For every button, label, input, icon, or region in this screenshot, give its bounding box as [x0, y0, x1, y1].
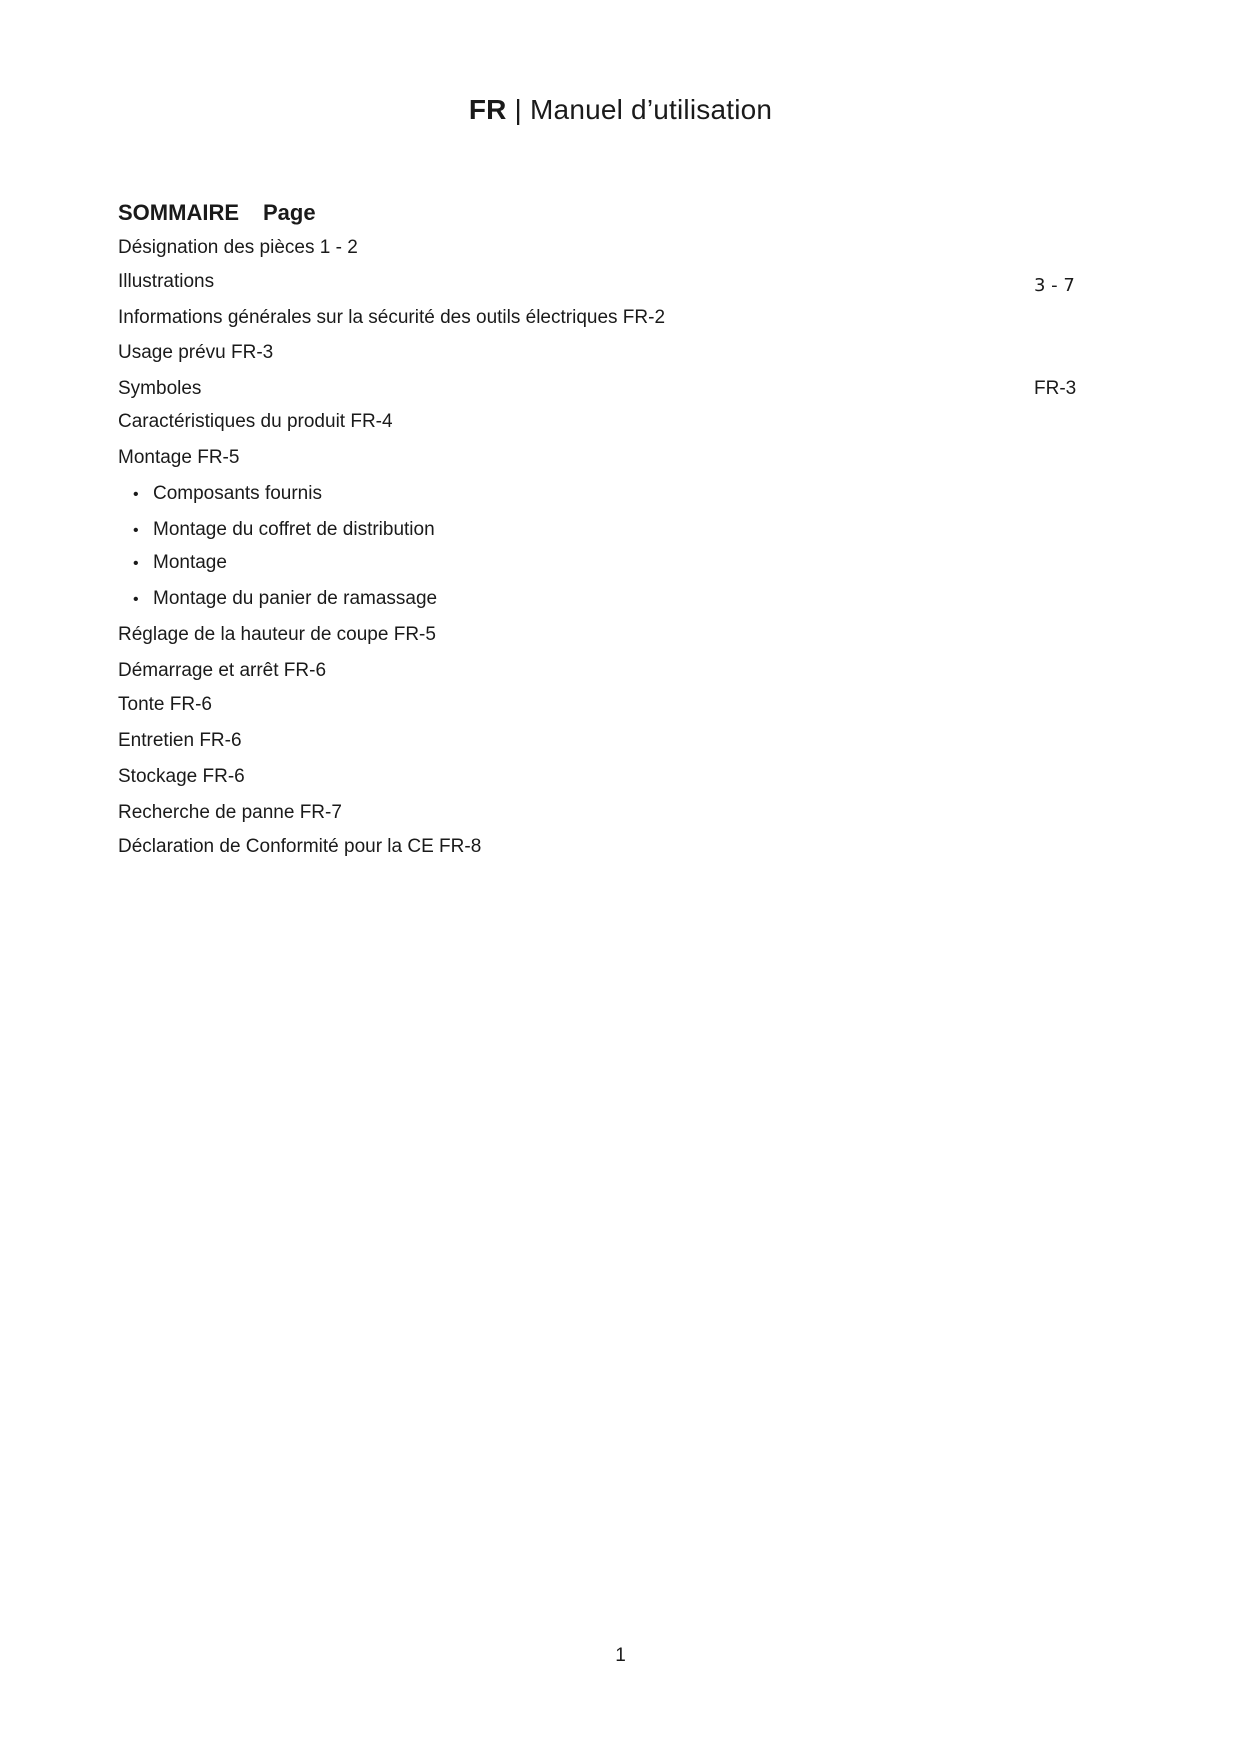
bullet-icon: • [133, 555, 139, 572]
toc-item-illustrations: Illustrations [118, 271, 215, 292]
toc-item-characteristics: Caractéristiques du produit FR-4 [118, 411, 393, 432]
toc-page-symbols: FR-3 [1034, 378, 1077, 399]
toc-item-assembly: Montage FR-5 [118, 447, 240, 468]
bullet-icon: • [133, 522, 139, 539]
toc-subitem-label: Montage du panier de ramassage [153, 588, 438, 609]
bullet-icon: • [133, 486, 139, 503]
toc-item-mowing: Tonte FR-6 [118, 694, 212, 715]
toc-subitem-label: Montage [153, 552, 227, 573]
toc-item-troubleshooting: Recherche de panne FR-7 [118, 802, 342, 823]
language-code: FR [468, 94, 507, 125]
toc-item-designation: Désignation des pièces 1 - 2 [118, 237, 358, 258]
toc-subitem-distribution-box [133, 519, 435, 541]
toc-title: SOMMAIRE [118, 200, 239, 225]
toc-item-symbols: Symboles [118, 378, 202, 399]
toc-item-maintenance: Entretien FR-6 [118, 730, 242, 751]
header-separator: | [514, 94, 523, 125]
manual-title: Manuel d’utilisation [530, 94, 773, 125]
toc-heading [118, 200, 316, 226]
bullet-icon: • [133, 591, 139, 608]
toc-item-intended-use: Usage prévu FR-3 [118, 342, 274, 363]
page-number: 1 [615, 1645, 626, 1666]
toc-subitem-grass-basket [133, 588, 437, 610]
toc-item-start-stop: Démarrage et arrêt FR-6 [118, 660, 327, 681]
toc-subitem-label: Composants fournis [153, 483, 322, 504]
toc-item-safety-info: Informations générales sur la sécurité des outils électriques FR-2 [118, 307, 666, 328]
toc-item-ce-declaration: Déclaration de Conformité pour la CE FR-8 [118, 836, 482, 857]
page-header [0, 94, 1241, 126]
toc-item-storage: Stockage FR-6 [118, 766, 245, 787]
toc-subitem-mounting [133, 552, 227, 574]
toc-page-label: Page [263, 200, 316, 225]
toc-subitem-supplied-components [133, 483, 322, 505]
toc-subitem-label: Montage du coffret de distribution [153, 519, 435, 540]
toc-page-illustrations: 3 - 7 [1034, 275, 1075, 296]
toc-item-cutting-height: Réglage de la hauteur de coupe FR-5 [118, 624, 436, 645]
